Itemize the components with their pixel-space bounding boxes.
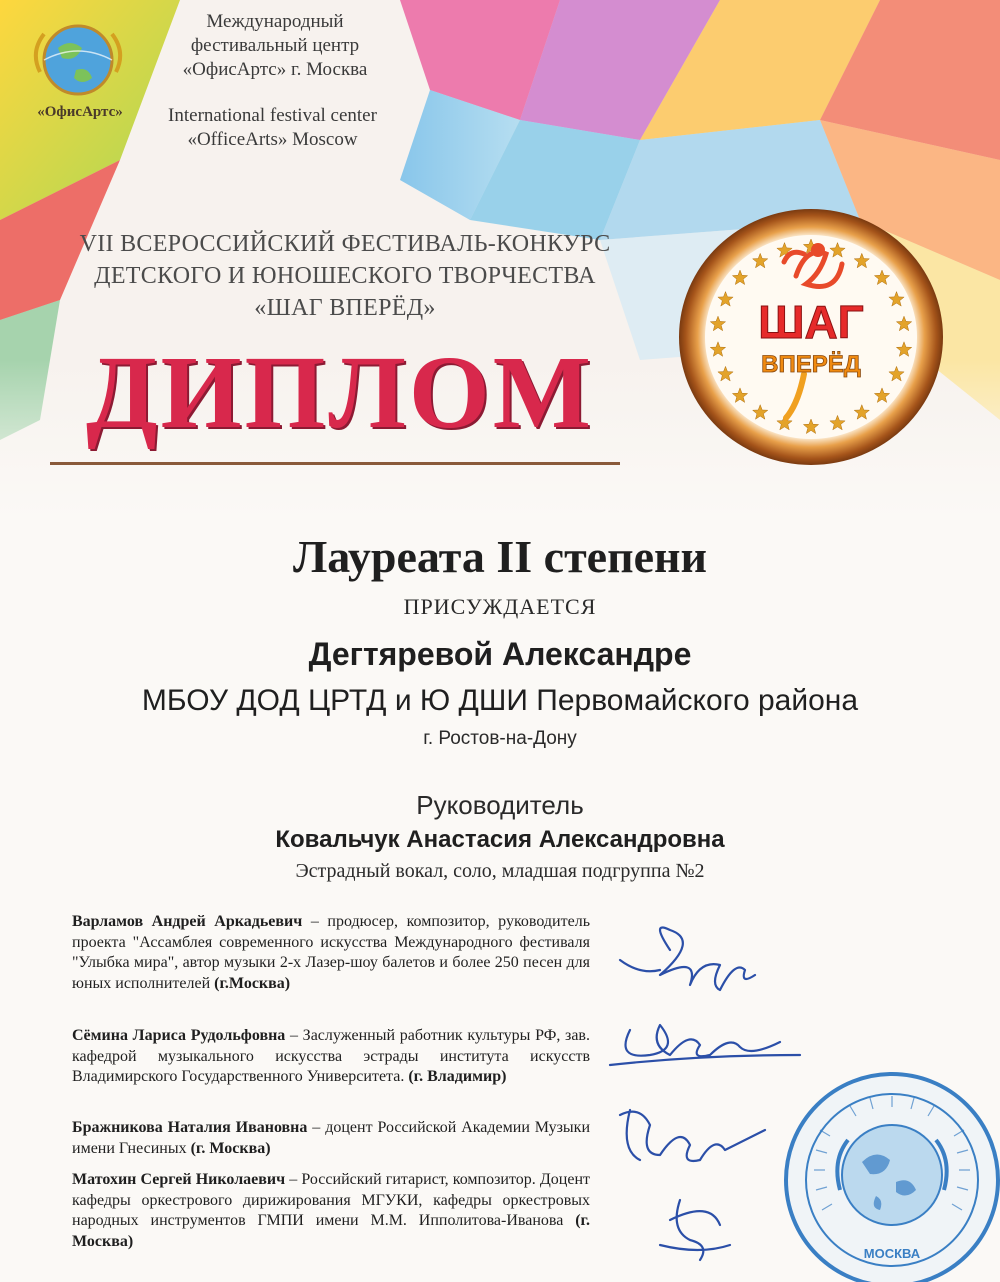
jury-member-city: (г. Владимир) <box>408 1068 507 1085</box>
stamp-city: МОСКВА <box>863 1246 921 1261</box>
signatures-area <box>590 900 1000 1282</box>
festival-title-line: ДЕТСКОГО И ЮНОШЕСКОГО ТВОРЧЕСТВА <box>94 263 596 289</box>
emblem-text-line2: ВПЕРЁД <box>761 351 861 378</box>
jury-member-city: (г. Москва) <box>190 1139 271 1157</box>
jury-member-desc: – доцент Российской Академии Музыки имени Гнесиных <box>72 1119 591 1157</box>
organizer-name-ru <box>150 10 400 82</box>
jury-member-name: Сёмина Лариса Рудольфовна <box>72 1027 286 1044</box>
jury-member <box>72 912 590 994</box>
school-name: МБОУ ДОД ЦРТД и Ю ДШИ Первомайского района <box>141 684 859 717</box>
organizer-ru-line: «ОфисАртс» г. Москва <box>182 59 368 80</box>
festival-title <box>40 228 650 324</box>
heading-divider <box>50 462 620 465</box>
jury-member-desc: – Российский гитарист, композитор. Доцент кафедры оркестрового дирижирования МГУКИ, кафедры оркестровых народных инструментов ГМПИ имени М.М. Ипполитова-Иванова <box>72 1171 591 1229</box>
laureate-degree: Лауреата II степени <box>292 531 708 582</box>
organizer-name-en <box>140 104 405 152</box>
festival-title-line: «ШАГ ВПЕРЁД» <box>254 295 436 321</box>
jury-member-name: Бражникова Наталия Ивановна <box>72 1119 308 1136</box>
leader-name: Ковальчук Анастасия Александровна <box>275 826 725 853</box>
organizer-en-line: International festival center <box>168 105 377 126</box>
leader-title: Руководитель <box>416 790 584 820</box>
competition-category: Эстрадный вокал, соло, младшая подгруппа №2 <box>295 860 705 882</box>
official-stamp <box>786 1074 998 1282</box>
festival-title-line: VII ВСЕРОССИЙСКИЙ ФЕСТИВАЛЬ-КОНКУРС <box>79 231 611 257</box>
jury-member <box>72 1118 590 1159</box>
organizer-ru-line: фестивальный центр <box>190 35 360 56</box>
signature-3 <box>620 1110 765 1161</box>
jury-member-city: (г. Москва) <box>72 1212 590 1250</box>
jury-member-desc: – продюсер, композитор, руководитель проекта "Ассамблея современного искусства Международного фестиваля "Улыбка мира", автор музыки 2-х Лазер-шоу балетов и более 250 песен для юных исполнителей <box>72 913 590 992</box>
awarded-label: ПРИСУЖДАЕТСЯ <box>403 594 597 619</box>
diploma-heading: ДИПЛОМ <box>86 335 594 450</box>
school-city: г. Ростов-на-Дону <box>423 728 577 749</box>
jury-member-city: (г.Москва) <box>214 974 291 992</box>
emblem-text-line1: ШАГ <box>758 296 864 348</box>
signature-1 <box>620 928 755 991</box>
organizer-en-line: «OfficeArts» Moscow <box>187 129 358 150</box>
logo-label: «ОфисАртс» <box>37 104 123 120</box>
jury-member-name: Матохин Сергей Николаевич <box>72 1171 286 1188</box>
festival-emblem <box>676 206 946 468</box>
organizer-ru-line: Международный <box>206 11 344 32</box>
signature-4 <box>660 1200 730 1260</box>
jury-member-desc: – Заслуженный работник культуры РФ, зав. кафедрой музыкального искусства эстрады института искусств Владимирского Государственного Университета. <box>72 1027 590 1085</box>
jury-member <box>72 1026 590 1088</box>
signature-2 <box>610 1025 800 1065</box>
recipient-name: Дегтяревой Александре <box>308 636 692 672</box>
jury-member-name: Варламов Андрей Аркадьевич <box>72 913 303 930</box>
jury-member <box>72 1170 590 1252</box>
